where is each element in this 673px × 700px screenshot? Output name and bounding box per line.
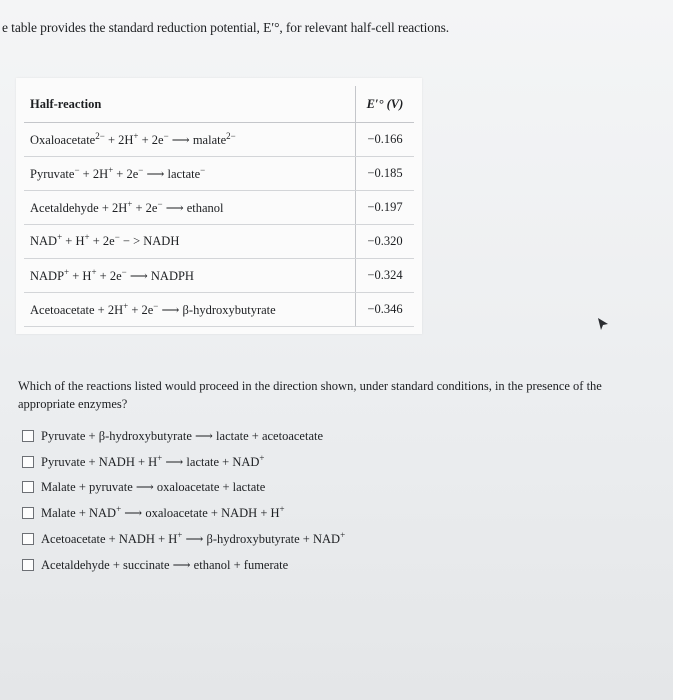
answer-option-label: Acetoacetate + NADH + H+ ⟶ β-hydroxybutyrate + NAD+ — [41, 530, 346, 547]
answer-option-label: Pyruvate + NADH + H+ ⟶ lactate + NAD+ — [41, 452, 265, 469]
table-row — [24, 157, 414, 191]
potential-cell: −0.324 — [356, 259, 415, 293]
half-reaction-cell: Acetaldehyde + 2H+ + 2e− ⟶ ethanol — [24, 191, 356, 225]
answer-option-label: Malate + pyruvate ⟶ oxaloacetate + lactate — [41, 480, 266, 495]
answer-option[interactable] — [22, 423, 345, 449]
answer-option-label: Pyruvate + β-hydroxybutyrate ⟶ lactate + acetoacetate — [41, 428, 324, 443]
potential-cell: −0.185 — [356, 157, 415, 191]
answer-option[interactable] — [22, 526, 345, 552]
answer-option[interactable] — [22, 475, 345, 501]
checkbox[interactable] — [22, 430, 34, 442]
answer-option-label: Malate + NAD+ ⟶ oxaloacetate + NADH + H+ — [41, 504, 285, 521]
intro-text: e table provides the standard reduction potential, E′°, for relevant half-cell reactions. — [2, 20, 450, 35]
checkbox[interactable] — [22, 559, 34, 571]
header-half-reaction: Half-reaction — [24, 86, 356, 123]
half-reaction-cell: Pyruvate− + 2H+ + 2e− ⟶ lactate− — [24, 157, 356, 191]
half-reaction-cell: Oxaloacetate$^{2-}$ + 2H+ + 2e− ⟶ malate$^{2-}$ — [24, 123, 356, 157]
half-reaction-cell: NAD+ + H+ + 2e− − > NADH — [24, 225, 356, 259]
table-row — [24, 293, 414, 327]
table-header-row — [24, 86, 414, 123]
question-text: Which of the reactions listed would proceed in the direction shown, under standard conditions, in the presence of the appropriate enzymes? — [18, 379, 602, 411]
answer-option-label: Acetaldehyde + succinate ⟶ ethanol + fumerate — [41, 557, 289, 572]
answer-option[interactable] — [22, 449, 345, 475]
half-reaction-cell: Acetoacetate + 2H+ + 2e− ⟶ β-hydroxybutyrate — [24, 293, 356, 327]
half-reaction-cell: NADP+ + H+ + 2e− ⟶ NADPH — [24, 259, 356, 293]
checkbox[interactable] — [22, 507, 34, 519]
table-row — [24, 123, 414, 157]
answer-option[interactable] — [22, 500, 345, 526]
reduction-potential-table-card — [16, 78, 422, 334]
table-row — [24, 191, 414, 225]
mouse-pointer-icon — [596, 317, 610, 331]
checkbox[interactable] — [22, 533, 34, 545]
header-potential: E′° (V) — [356, 86, 415, 123]
potential-cell: −0.320 — [356, 225, 415, 259]
checkbox[interactable] — [22, 481, 34, 493]
checkbox[interactable] — [22, 456, 34, 468]
potential-cell: −0.197 — [356, 191, 415, 225]
answer-option[interactable] — [22, 552, 345, 578]
answer-options — [22, 423, 345, 578]
potential-cell: −0.346 — [356, 293, 415, 327]
potential-cell: −0.166 — [356, 123, 415, 157]
table-row — [24, 225, 414, 259]
reduction-potential-table — [24, 86, 414, 327]
table-row — [24, 259, 414, 293]
